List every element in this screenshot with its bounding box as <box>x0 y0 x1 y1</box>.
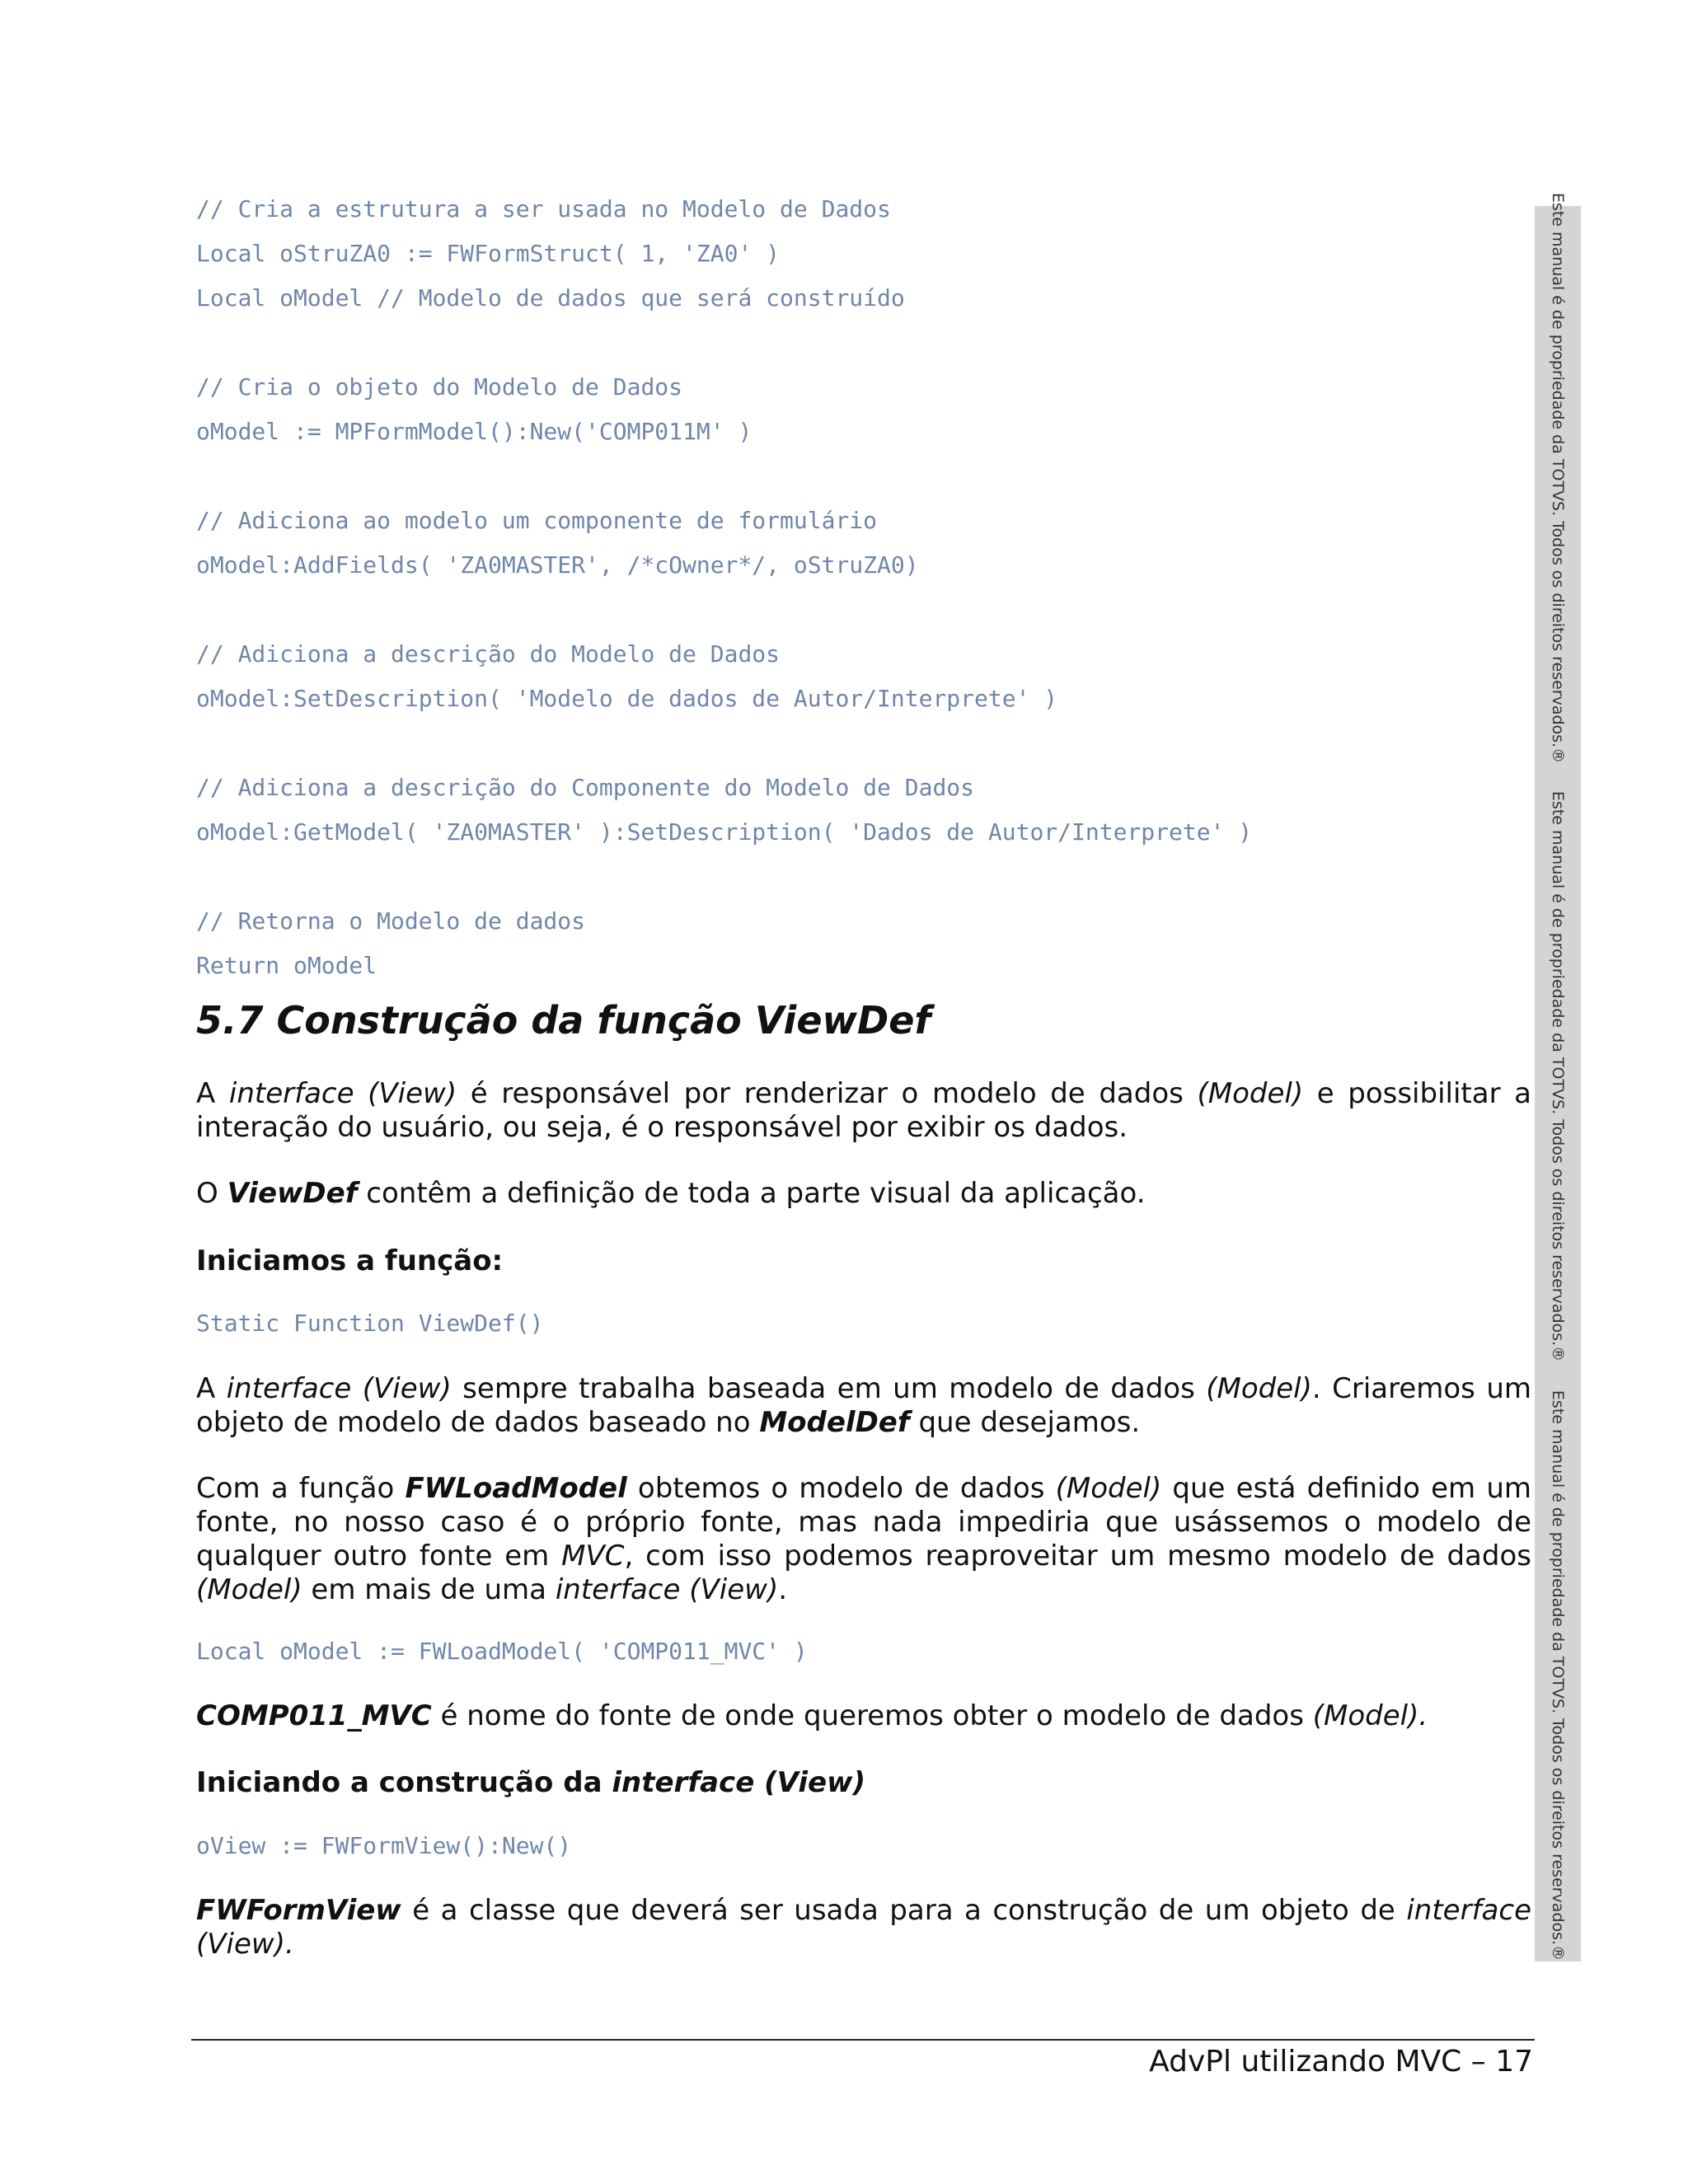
code-line: // Adiciona a descrição do Componente do Modelo de Dados <box>196 774 975 801</box>
code-line: Return oModel <box>196 952 377 979</box>
code-line: // Adiciona a descrição do Modelo de Dados <box>196 640 781 668</box>
code-line: oView := FWFormView():New() <box>196 1832 572 1859</box>
page-footer: AdvPl utilizando MVC – 17 <box>1149 2045 1533 2079</box>
code-line: oModel:GetModel( 'ZA0MASTER' ):SetDescription( 'Dados de Autor/Interprete' ) <box>196 818 1253 846</box>
code-line: Local oModel // Modelo de dados que será construído <box>196 284 905 312</box>
side-copyright-notice-3: Este manual é de propriedade da TOTVS. Todos os direitos reservados.® <box>1549 1390 1567 1961</box>
code-line: // Cria o objeto do Modelo de Dados <box>196 373 683 401</box>
side-copyright-notice-2: Este manual é de propriedade da TOTVS. Todos os direitos reservados.® <box>1549 790 1567 1362</box>
code-line: // Adiciona ao modelo um componente de formulário <box>196 507 878 534</box>
paragraph-5: COMP011_MVC é nome do fonte de onde queremos obter o modelo de dados (Model). <box>196 1699 1428 1732</box>
subheading-2: Iniciando a construção da interface (View) <box>196 1766 866 1799</box>
section-heading: 5.7 Construção da função ViewDef <box>196 998 931 1043</box>
subheading-1: Iniciamos a função: <box>196 1244 504 1277</box>
side-copyright-notice-1: Este manual é de propriedade da TOTVS. Todos os direitos reservados.® <box>1549 192 1567 764</box>
code-line: oModel:AddFields( 'ZA0MASTER', /*cOwner*/, oStruZA0) <box>196 551 919 579</box>
footer-divider <box>191 2039 1535 2041</box>
code-line: oModel := MPFormModel():New('COMP011M' ) <box>196 418 753 445</box>
code-line: Local oStruZA0 := FWFormStruct( 1, 'ZA0' ) <box>196 240 781 267</box>
paragraph-4: Com a função FWLoadModel obtemos o modelo de dados (Model) que está definido em um fonte, no nosso caso é o próprio fonte, mas nada impediria que usássemos o modelo de qualquer outro fonte em MVC, com isso podemos reaproveitar um mesmo modelo de dados (Model) em mais de uma interface (View). <box>196 1472 1531 1606</box>
code-line: // Cria a estrutura a ser usada no Modelo de Dados <box>196 195 891 223</box>
paragraph-2: O ViewDef contêm a definição de toda a parte visual da aplicação. <box>196 1177 1146 1210</box>
paragraph-1: A interface (View) é responsável por renderizar o modelo de dados (Model) e possibilitar a interação do usuário, ou seja, é o responsável por exibir os dados. <box>196 1077 1532 1144</box>
paragraph-6: FWFormView é a classe que deverá ser usada para a construção de um objeto de interface (View). <box>196 1894 1531 1961</box>
code-line: oModel:SetDescription( 'Modelo de dados de Autor/Interprete' ) <box>196 685 1058 712</box>
code-line: // Retorna o Modelo de dados <box>196 907 586 935</box>
paragraph-3: A interface (View) sempre trabalha baseada em um modelo de dados (Model). Criaremos um objeto de modelo de dados baseado no ModelDef que desejamos. <box>196 1372 1531 1439</box>
code-line: Static Function ViewDef() <box>196 1310 544 1337</box>
code-line: Local oModel := FWLoadModel( 'COMP011_MVC' ) <box>196 1638 808 1665</box>
